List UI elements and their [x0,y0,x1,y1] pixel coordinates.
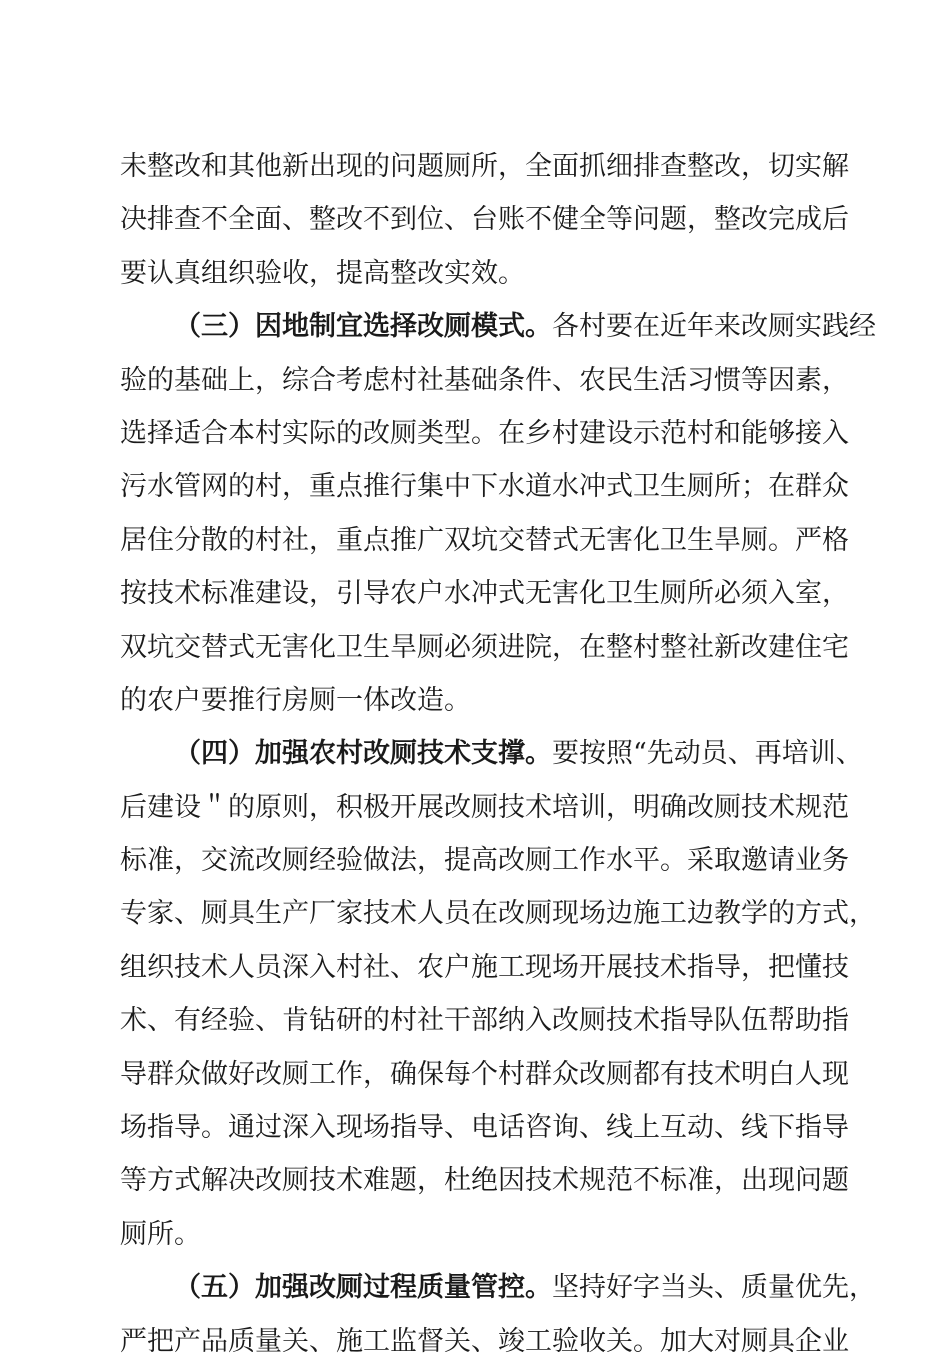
paragraph-line: 厕所。 [120,1218,201,1250]
paragraph-line: 要认真组织验收，提高整改实效。 [120,257,525,289]
document-body [120,140,876,1368]
paragraph-line: 决排查不全面、整改不到位、台账不健全等问题，整改完成后 [120,204,849,236]
section-3-first-line [120,300,876,353]
paragraph-line: 居住分散的村社，重点推广双坑交替式无害化卫生旱厕。严格 [120,524,849,556]
section-4-text: 要按照“先动员、再培训、 [552,738,863,770]
paragraph-line: 专家、厕具生产厂家技术人员在改厕现场边施工边教学的方式， [120,898,876,930]
section-3-heading: （三）因地制宜选择改厕模式。 [174,311,552,343]
section-5-text: 坚持好字当头、质量优先， [552,1272,876,1304]
paragraph-line: 术、有经验、肯钻研的村社干部纳入改厕技术指导队伍帮助指 [120,1005,849,1037]
paragraph-line: 标准，交流改厕经验做法，提高改厕工作水平。采取邀请业务 [120,845,849,877]
paragraph-line: 双坑交替式无害化卫生旱厕必须进院，在整村整社新改建住宅 [120,631,849,663]
paragraph-line: 按技术标准建设，引导农户水冲式无害化卫生厕所必须入室， [120,578,849,610]
paragraph-line: 组织技术人员深入村社、农户施工现场开展技术指导，把懂技 [120,951,849,983]
paragraph-line: 严把产品质量关、施工监督关、竣工验收关。加大对厕具企业 [120,1325,849,1357]
paragraph-line: 验的基础上，综合考虑村社基础条件、农民生活习惯等因素， [120,364,849,396]
paragraph-line: 的农户要推行房厕一体改造。 [120,684,471,716]
section-5-first-line [120,1261,876,1314]
paragraph-line: 导群众做好改厕工作，确保每个村群众改厕都有技术明白人现 [120,1058,849,1090]
section-3-text: 各村要在近年来改厕实践经 [552,311,876,343]
section-4-heading: （四）加强农村改厕技术支撑。 [174,738,552,770]
section-5-heading: （五）加强改厕过程质量管控。 [174,1272,552,1304]
paragraph-line: 后建设＂的原则，积极开展改厕技术培训，明确改厕技术规范 [120,791,849,823]
section-4-first-line [120,727,863,780]
paragraph-line: 选择适合本村实际的改厕类型。在乡村建设示范村和能够接入 [120,417,849,449]
paragraph-line: 污水管网的村，重点推行集中下水道水冲式卫生厕所；在群众 [120,471,849,503]
paragraph-line: 场指导。通过深入现场指导、电话咨询、线上互动、线下指导 [120,1112,849,1144]
paragraph-line: 等方式解决改厕技术难题，杜绝因技术规范不标准，出现问题 [120,1165,849,1197]
paragraph-line: 未整改和其他新出现的问题厕所，全面抓细排查整改，切实解 [120,151,849,182]
